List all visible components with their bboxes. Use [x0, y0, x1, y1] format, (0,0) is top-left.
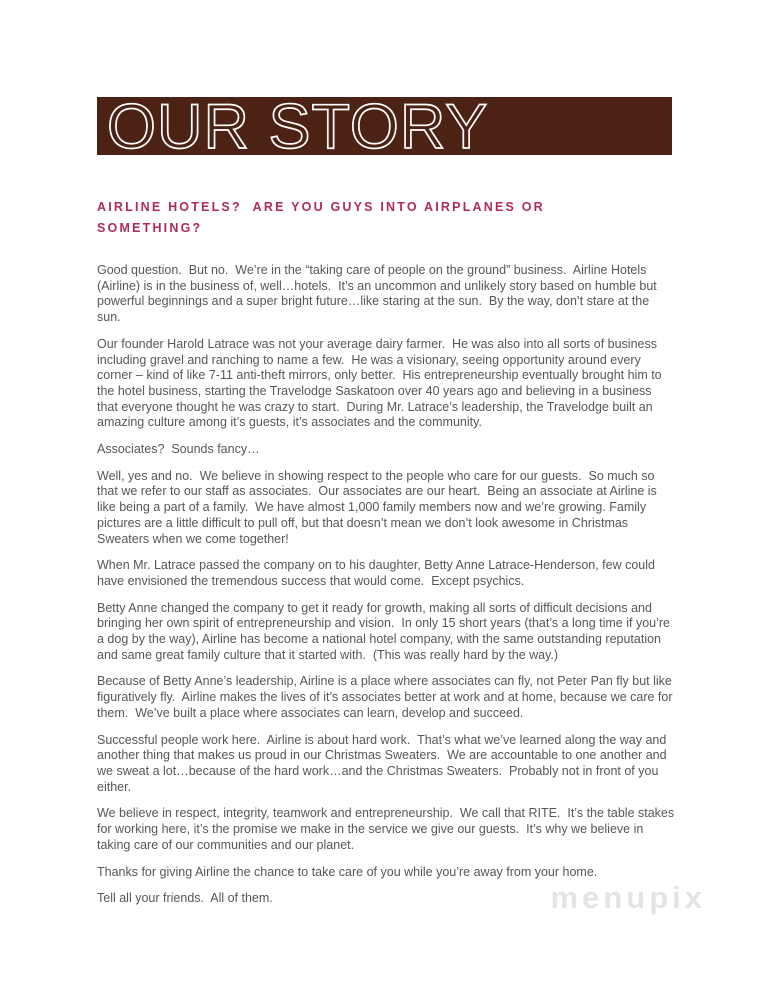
- story-paragraph: When Mr. Latrace passed the company on to his daughter, Betty Anne Latrace-Henderson, few could have envisioned the tremendous success that would come. Except psychics.: [97, 558, 659, 588]
- story-paragraph: Associates? Sounds fancy…: [97, 442, 260, 457]
- banner-title: OUR STORY: [107, 97, 489, 155]
- heading-line-2: SOMETHING?: [97, 221, 203, 235]
- story-paragraph: Our founder Harold Latrace was not your average dairy farmer. He was also into all sorts of business including gravel and ranching to name a few. He was a visionary, seeing opportunity around every corner – kind of like 7-11 anti-theft mirrors, only better. His entrepreneurship eventually brought him to the hotel business, starting the Travelodge Saskatoon over 40 years ago and believing in a business that everyone thought he was crazy to start. During Mr. Latrace’s leadership, the Travelodge built an amazing culture among it’s guests, it’s associates and the community.: [97, 336, 666, 430]
- story-paragraph: We believe in respect, integrity, teamwork and entrepreneurship. We call that RITE. It’s the table stakes for working here, it’s the promise we make in the service we give our guests. It’s why we believe in taking care of our communities and our planet.: [97, 806, 678, 852]
- story-paragraph: Thanks for giving Airline the chance to take care of you while you’re away from your home.: [97, 864, 598, 879]
- menupix-watermark: menupix: [550, 880, 706, 915]
- story-paragraph: Betty Anne changed the company to get it ready for growth, making all sorts of difficult decisions and bringing her own spirit of entrepreneurship and vision. In only 15 short years (that’s a long time if you’re a dog by the way), Airline has become a national hotel company, with the same outstanding reputation and same great family culture that it started with. (This was really hard by the way.): [97, 600, 674, 662]
- story-paragraph: Tell all your friends. All of them.: [97, 891, 273, 906]
- section-heading: [97, 197, 675, 239]
- story-paragraph: Successful people work here. Airline is about hard work. That’s what we’ve learned along the way and another thing that makes us proud in our Christmas Sweaters. We are accountable to one another and we sweat a lot…because of the hard work…and the Christmas Sweaters. Probably not in front of you either.: [97, 732, 671, 794]
- story-content: [97, 197, 678, 918]
- story-paragraph: Good question. But no. We’re in the “taking care of people on the ground” business. Airline Hotels (Airline) is in the business of, well…hotels. It’s an uncommon and unlikely story based on humble but powerful beginnings and a super bright future…like staring at the sun. By the way, don’t stare at the sun.: [97, 263, 661, 325]
- our-story-banner: [97, 97, 672, 155]
- story-paragraph: Because of Betty Anne’s leadership, Airline is a place where associates can fly, not Peter Pan fly but like figuratively fly. Airline makes the lives of it’s associates better at work and at home, because we care for them. We’ve built a place where associates can learn, develop and succeed.: [97, 674, 676, 720]
- story-paragraph: Well, yes and no. We believe in showing respect to the people who care for our guests. So much so that we refer to our staff as associates. Our associates are our heart. Being an associate at Airline is like being a part of a family. We have almost 1,000 family members now and we’re growing. Family pictures are a little difficult to pull off, but that doesn’t mean we don’t look awesome in Christmas Sweaters when we come together!: [97, 468, 661, 546]
- heading-line-1: AIRLINE HOTELS? ARE YOU GUYS INTO AIRPLANES OR: [97, 200, 545, 214]
